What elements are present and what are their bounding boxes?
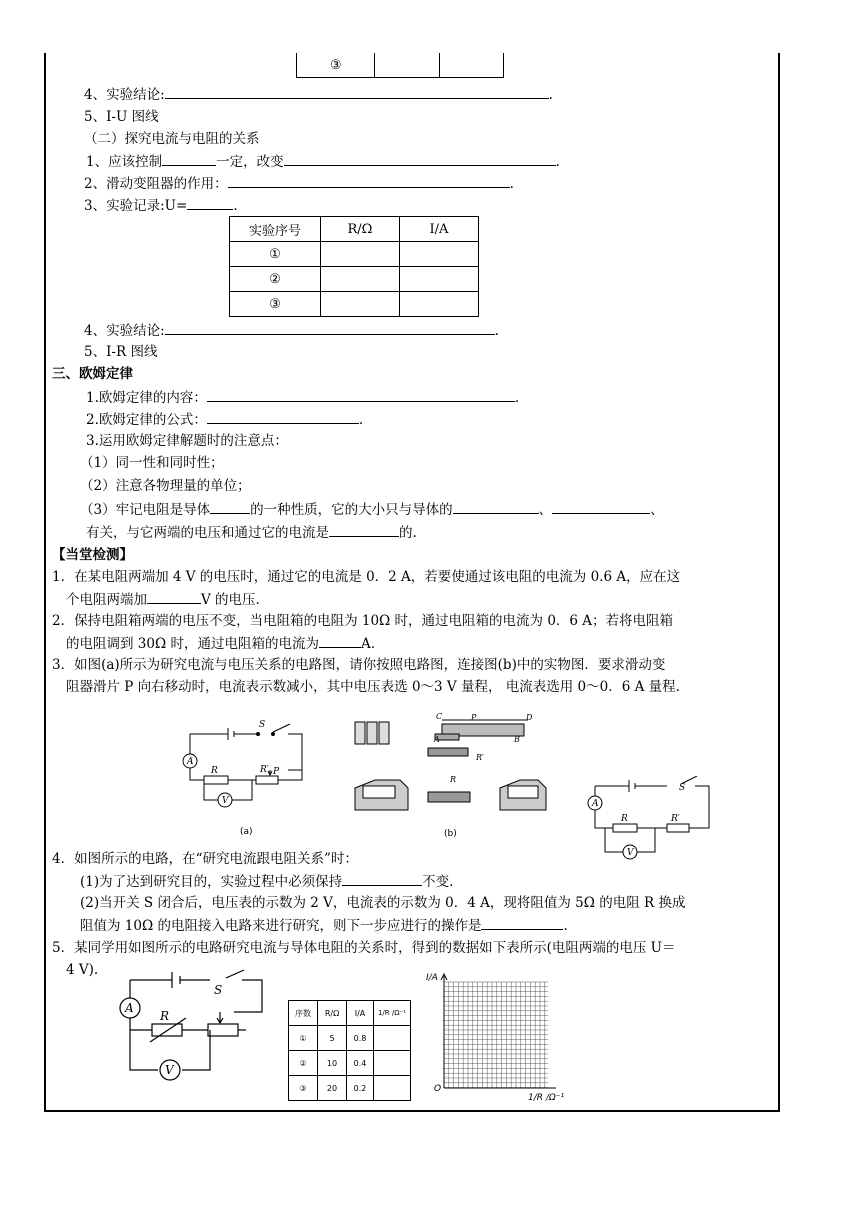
cell <box>374 1026 411 1051</box>
rheostat-label: R′ <box>260 765 269 775</box>
top-table <box>296 53 504 78</box>
part2-record: 3、实验记录:U= . <box>84 195 238 216</box>
part2-conclusion: 4、实验结论: . <box>84 320 499 341</box>
header-i: I/A <box>400 217 479 242</box>
row-index: ③ <box>230 292 321 317</box>
voltmeter-label: V <box>165 1063 174 1077</box>
blank[interactable] <box>210 499 250 514</box>
cell <box>374 1076 411 1101</box>
blank[interactable] <box>165 320 495 335</box>
header: 序数 <box>289 1001 318 1026</box>
svg-text:R: R <box>450 775 457 784</box>
part3-heading: 三、欧姆定律 <box>52 366 133 382</box>
part3-content: 1.欧姆定律的内容： . <box>86 387 519 408</box>
q4-line1: 4．如图所示的电路，在“研究电流跟电阻关系”时： <box>52 851 358 867</box>
cell: 5 <box>318 1026 347 1051</box>
svg-text:D: D <box>526 713 533 722</box>
switch-label: S <box>259 720 266 730</box>
ammeter-label: A <box>187 757 194 767</box>
ammeter-label: A <box>125 1001 134 1015</box>
header: 1/R /Ω⁻¹ <box>374 1001 411 1026</box>
cell: ② <box>289 1051 318 1076</box>
svg-text:B: B <box>514 735 520 744</box>
resistor-label: R <box>160 1009 170 1023</box>
cell: 0.4 <box>347 1051 374 1076</box>
part3-note3-line1: （3）牢记电阻是导体 的一种性质，它的大小只与导体的 、 、 <box>80 499 664 520</box>
check-heading: 【当堂检测】 <box>52 547 133 563</box>
header-r: R/Ω <box>321 217 400 242</box>
voltmeter-label: V <box>222 796 229 806</box>
circuit-diagram-q5 <box>110 968 270 1086</box>
switch-label: S <box>214 983 223 997</box>
q3-line1: 3．如图(a)所示为研究电流与电压关系的电路图，请你按照电路图，连接图(b)中的实物图．要求滑动变 <box>52 657 666 673</box>
header-index: 实验序号 <box>230 217 321 242</box>
fig-a-caption: (a) <box>240 827 253 837</box>
part1-conclusion: 4、实验结论: . <box>84 84 553 105</box>
cell: ① <box>289 1026 318 1051</box>
svg-text:P: P <box>471 713 477 722</box>
part3-formula: 2.欧姆定律的公式： . <box>86 409 363 430</box>
q5-line1: 5．某同学用如图所示的电路研究电流与导体电阻的关系时，得到的数据如下表所示(电阻两端的电压 U＝ <box>52 940 676 956</box>
q5-table <box>288 1000 411 1101</box>
part2-rheostat: 2、滑动变阻器的作用： . <box>84 173 514 194</box>
rheostat-label: R′ <box>671 814 680 824</box>
blank[interactable] <box>284 151 556 166</box>
cell: 0.2 <box>347 1076 374 1101</box>
svg-text:A: A <box>434 735 440 744</box>
blank[interactable] <box>481 915 563 930</box>
q4-line2: (1)为了达到研究目的，实验过程中必须保持 不变. <box>80 871 453 892</box>
cell-row3: ③ <box>297 53 375 78</box>
svg-text:C: C <box>436 712 443 721</box>
part2-table <box>229 216 479 317</box>
blank[interactable] <box>228 173 510 188</box>
blank[interactable] <box>162 151 216 166</box>
graph-ylabel: I/A <box>426 973 438 983</box>
cell: 0.8 <box>347 1026 374 1051</box>
q2-line1: 2．保持电阻箱两端的电压不变，当电阻箱的电阻为 10Ω 时，通过电阻箱的电流为 0．6 A；若将电阻箱 <box>52 613 674 629</box>
q3-line2: 阻器滑片 P 向右移动时，电流表示数减小，其中电压表选 0～3 V 量程， 电流表选用 0～0．6 A 量程. <box>66 679 680 695</box>
q5-line2: 4 V). <box>66 962 99 978</box>
blank[interactable] <box>187 195 233 210</box>
part3-notes: 3.运用欧姆定律解题时的注意点： <box>86 433 288 449</box>
q4-line3: (2)当开关 S 闭合后，电压表的示数为 2 V，电流表的示数为 0．4 A，现将阻值为 5Ω 的电阻 R 换成 <box>80 895 686 911</box>
header: R/Ω <box>318 1001 347 1026</box>
blank[interactable] <box>207 387 515 402</box>
component-photos-b <box>350 712 550 842</box>
q1-line2: 个电阻两端加 V 的电压. <box>66 589 260 610</box>
row-index: ① <box>230 242 321 267</box>
circuit-diagram-q4 <box>583 776 723 868</box>
q1-line1: 1．在某电阻两端加 4 V 的电压时，通过它的电流是 0．2 A，若要使通过该电阻的电流为 0.6 A，应在这 <box>52 569 681 585</box>
switch-label: S <box>679 783 686 793</box>
part3-note3-line2: 有关，与它两端的电压和通过它的电流是 的. <box>86 522 417 543</box>
header: I/A <box>347 1001 374 1026</box>
blank[interactable] <box>342 871 422 886</box>
resistor-label: R <box>211 766 218 776</box>
resistor-label: R <box>621 814 628 824</box>
cell: 10 <box>318 1051 347 1076</box>
row-index: ② <box>230 267 321 292</box>
slider-label: P <box>273 767 280 777</box>
blank[interactable] <box>319 633 361 648</box>
q2-line2: 的电阻调到 30Ω 时，通过电阻箱的电流为 A. <box>66 633 375 654</box>
graph-xlabel: 1/R /Ω⁻¹ <box>528 1093 564 1102</box>
part1-iu-label: 5、I-U 图线 <box>84 109 159 125</box>
cell <box>374 1051 411 1076</box>
part3-note1: （1）同一性和同时性； <box>80 455 224 471</box>
part3-note2: （2）注意各物理量的单位； <box>80 478 251 494</box>
ammeter-label: A <box>592 799 599 809</box>
q4-line4: 阻值为 10Ω 的电阻接入电路来进行研究，则下一步应进行的操作是 . <box>80 915 568 936</box>
cell: 20 <box>318 1076 347 1101</box>
blank[interactable] <box>147 589 201 604</box>
graph-origin: O <box>434 1084 442 1094</box>
svg-text:R′: R′ <box>476 753 484 762</box>
fig-b-caption: (b) <box>444 829 457 839</box>
blank[interactable] <box>165 84 549 99</box>
part2-heading: （二）探究电流与电阻的关系 <box>84 131 260 147</box>
blank[interactable] <box>552 499 650 514</box>
blank[interactable] <box>207 409 359 424</box>
blank[interactable] <box>453 499 539 514</box>
part2-ir-label: 5、I-R 图线 <box>84 344 158 360</box>
voltmeter-label: V <box>627 848 634 858</box>
circuit-diagram-a <box>178 716 308 840</box>
cell: ③ <box>289 1076 318 1101</box>
blank[interactable] <box>329 522 399 537</box>
part2-control: 1、应该控制 一定，改变 . <box>86 151 560 172</box>
graph-grid <box>424 970 564 1102</box>
